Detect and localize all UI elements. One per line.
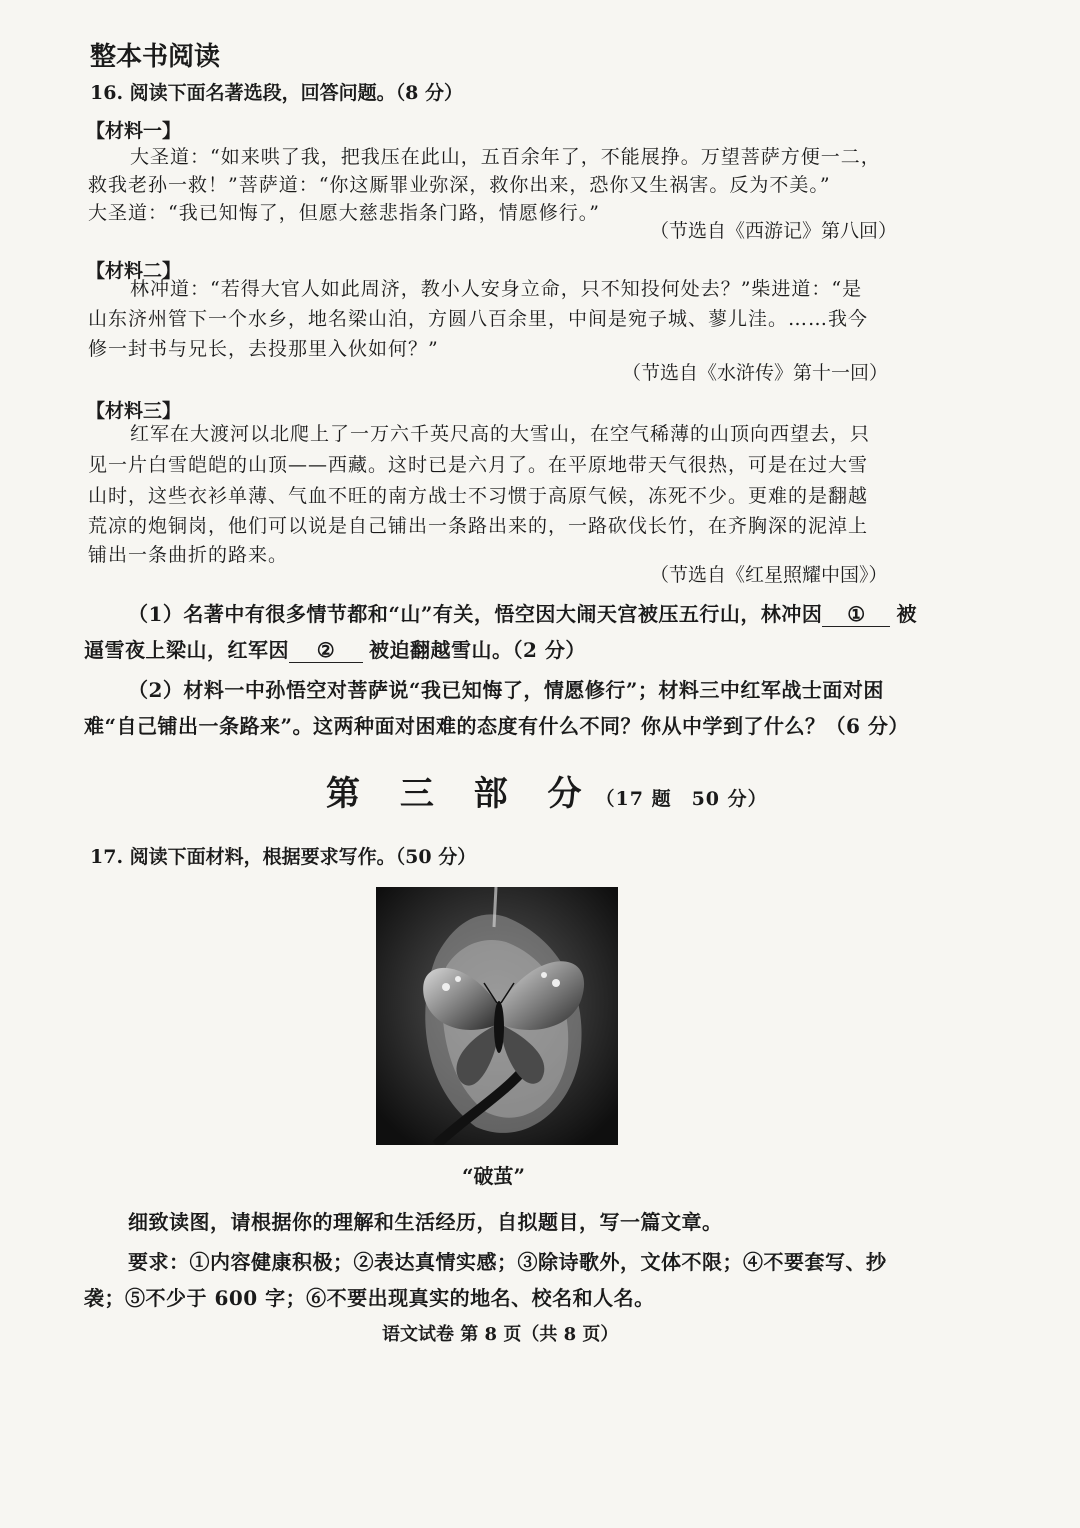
material-1-line: 大圣道：“我已知悔了，但愿大慈悲指条门路，情愿修行。” [88,202,600,224]
material-3-line: 红军在大渡河以北爬上了一万六千英尺高的大雪山，在空气稀薄的山顶向西望去，只 [130,423,871,445]
subquestion-1-text: 逼雪夜上梁山，红军因 [84,638,289,662]
answer-blank-2[interactable]: ② [289,638,363,663]
subquestion-2-line: （2）材料一中孙悟空对菩萨说“我已知悔了，情愿修行”；材料三中红军战士面对困 [128,678,884,702]
writing-requirements-line: 袭；⑤不少于 600 字；⑥不要出现真实的地名、校名和人名。 [84,1286,655,1310]
subquestion-1-text-end: 被 [896,602,917,626]
material-3-label: 【材料三】 [86,400,182,422]
material-3-line: 荒凉的炮铜岗，他们可以说是自己铺出一条路出来的，一路砍伐长竹，在齐胸深的泥淖上 [88,515,869,537]
butterfly-cocoon-photo [376,887,618,1145]
material-2-line: 山东济州管下一个水乡，地名梁山泊，方圆八百余里，中间是宛子城、蓼儿洼。……我今 [88,308,869,330]
section-heading: 整本书阅读 [90,42,221,72]
subquestion-1-text: （1）名著中有很多情节都和“山”有关，悟空因大闹天宫被压五行山，林冲因 [128,602,823,626]
material-1-label: 【材料一】 [86,120,182,142]
material-1-line: 救我老孙一救！”菩萨道：“你这厮罪业弥深，救你出来，恐你又生祸害。反为不美。” [88,174,831,196]
page-footer: 语文试卷 第 8 页（共 8 页） [382,1324,619,1345]
subquestion-2-line: 难“自己铺出一条路来”。这两种面对困难的态度有什么不同？你从中学到了什么？（6 分） [84,714,909,738]
subquestion-1-text-end: 被迫翻越雪山。（2 分） [369,638,586,662]
subquestion-1-line [84,634,586,663]
question-17-title: 17. 阅读下面材料，根据要求写作。（50 分） [90,846,477,868]
material-2-source: （节选自《水浒传》第十一回） [622,362,889,384]
material-3-line: 见一片白雪皑皑的山顶——西藏。这时已是六月了。在平原地带天气很热，可是在过大雪 [88,454,869,476]
writing-prompt: 细致读图，请根据你的理解和生活经历，自拟题目，写一篇文章。 [128,1210,723,1234]
butterfly-icon [376,887,618,1145]
image-caption: “破茧” [462,1164,526,1188]
part-3-title: 第 三 部 分 [326,774,596,814]
part-3-note: （17 题 50 分） [595,788,768,810]
material-2-label: 【材料二】 [86,260,182,282]
material-2-line: 林冲道：“若得大官人如此周济，教小人安身立命，只不知投何处去？”柴进道：“是 [130,278,863,300]
question-16-title: 16. 阅读下面名著选段，回答问题。（8 分） [90,82,464,104]
material-1-source: （节选自《西游记》第八回） [650,220,898,242]
part-3-heading [326,766,768,815]
material-3-line: 山时，这些衣衫单薄、气血不旺的南方战士不习惯于高原气候，冻死不少。更难的是翻越 [88,485,869,507]
writing-requirements-line: 要求：①内容健康积极；②表达真情实感；③除诗歌外，文体不限；④不要套写、抄 [128,1250,887,1274]
material-1-line: 大圣道：“如来哄了我，把我压在此山，五百余年了，不能展挣。万望菩萨方便一二， [130,146,881,168]
material-2-line: 修一封书与兄长，去投那里入伙如何？” [88,338,439,360]
material-3-line: 铺出一条曲折的路来。 [88,544,289,566]
subquestion-1-line [128,598,917,627]
material-3-source: （节选自《红星照耀中国》） [650,564,888,586]
answer-blank-1[interactable]: ① [822,602,890,627]
